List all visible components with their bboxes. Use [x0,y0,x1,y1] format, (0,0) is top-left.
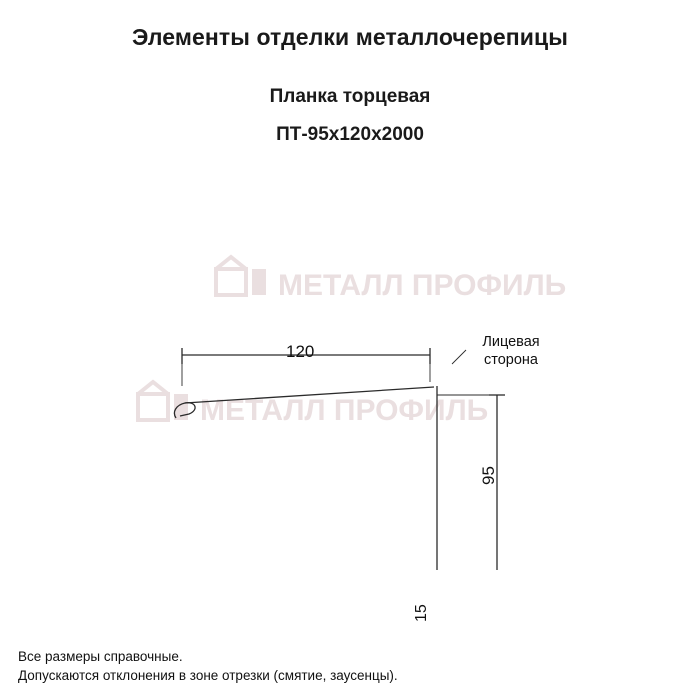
technical-drawing [0,150,700,622]
profile-hem [180,403,195,416]
page-title: Элементы отделки металлочерепицы [131,24,568,50]
watermark-text: МЕТАЛЛ ПРОФИЛЬ [200,394,489,427]
dimension-label-lip: 15 [413,604,430,622]
face-side-line1: Лицевая [482,334,540,350]
product-code: ПТ-95х120х2000 [276,124,424,145]
footer-notes [18,647,398,686]
product-name: Планка торцевая [269,86,431,107]
footer-note-1: Все размеры справочные. [18,648,183,664]
dimension-label-height: 95 [479,466,498,485]
face-side-annotation [461,333,561,369]
watermark-text: МЕТАЛЛ ПРОФИЛЬ [278,269,567,302]
dimension-label-width: 120 [286,342,315,361]
footer-note-2: Допускаются отклонения в зоне отрезки (смятие, заусенцы). [18,668,398,684]
profile-top-edge [174,387,434,418]
face-side-line2: сторона [484,352,538,369]
